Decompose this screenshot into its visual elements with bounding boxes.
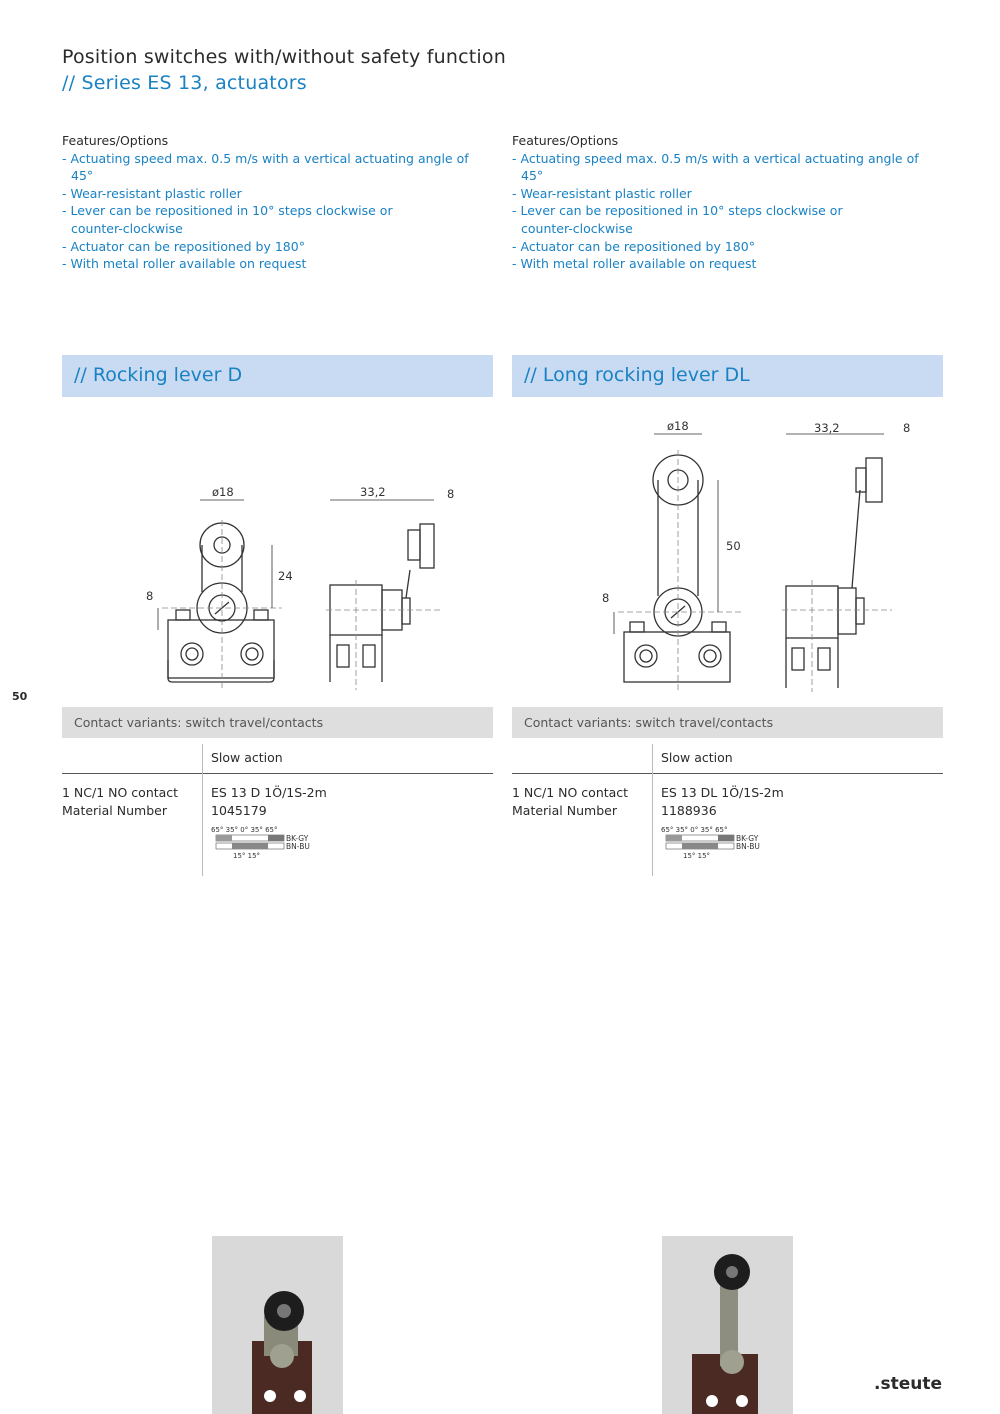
switch-travel-diagram (211, 824, 321, 869)
section-title: // Long rocking lever DL (524, 364, 750, 386)
features-heading: Features/Options (62, 133, 169, 148)
dim-height: 50 (726, 539, 741, 553)
page-subtitle: // Series ES 13, actuators (62, 72, 307, 94)
feature-item: - With metal roller available on request (62, 256, 307, 272)
features-list-left (62, 132, 492, 273)
side-roller-mount (856, 468, 866, 492)
contact-variants-band (512, 707, 943, 738)
side-roller (866, 458, 882, 502)
feature-item: - With metal roller available on request (512, 256, 757, 272)
dim-width: 33,2 (360, 485, 386, 499)
features-list-right (512, 132, 942, 273)
wire-2: BN-BU (736, 842, 760, 851)
feature-item: - Actuating speed max. 0.5 m/s with a vertical actuating angle of 45° (512, 150, 919, 184)
dim-height: 24 (278, 569, 293, 583)
feature-item: - Lever can be repositioned in 10° steps clockwise or counter-clockwise (512, 203, 843, 236)
contact-variants-label: Contact variants: switch travel/contacts (74, 715, 324, 730)
feature-item: - Actuator can be repositioned by 180° (512, 238, 755, 254)
slow-action-header: Slow action (211, 750, 283, 765)
steute-logo: .steute (874, 1374, 942, 1394)
features-heading: Features/Options (512, 133, 619, 148)
feature-item: - Wear-resistant plastic roller (512, 185, 692, 201)
contact-variants-label: Contact variants: switch travel/contacts (524, 715, 774, 730)
angles-top: 65° 35° 0° 35° 65° (211, 826, 278, 834)
slow-action-header: Slow action (661, 750, 733, 765)
mount-hole (635, 645, 657, 667)
row-label-material: Material Number (62, 803, 167, 818)
feature-item: - Actuating speed max. 0.5 m/s with a vertical actuating angle of 45° (62, 150, 469, 184)
dim-roller: 8 (447, 487, 455, 501)
technical-drawing-rocking-lever-d (62, 400, 493, 700)
row-label-material: Material Number (512, 803, 617, 818)
table-rule (512, 773, 943, 774)
section-title: // Rocking lever D (74, 364, 243, 386)
wire-1: BK-GY (286, 834, 309, 843)
dim-diameter: ø18 (667, 419, 689, 433)
product-name: ES 13 D 1Ö/1S-2m (211, 785, 327, 800)
section-band-rocking-lever-d (62, 355, 493, 397)
wire-1: BK-GY (736, 834, 759, 843)
product-photo-rocking-lever-d (212, 1236, 343, 1414)
base-body (168, 620, 274, 678)
table-rule (62, 773, 493, 774)
mount-hole (241, 643, 263, 665)
contact-variants-band (62, 707, 493, 738)
page-number: 50 (12, 690, 28, 703)
section-band-long-rocking-lever-dl (512, 355, 943, 397)
wire-2: BN-BU (286, 842, 310, 851)
angles-bottom: 15° 15° (683, 852, 711, 860)
feature-item: - Actuator can be repositioned by 180° (62, 238, 305, 254)
dim-width: 33,2 (814, 421, 840, 435)
angles-top: 65° 35° 0° 35° 65° (661, 826, 728, 834)
feature-item: - Wear-resistant plastic roller (62, 185, 242, 201)
feature-item: - Lever can be repositioned in 10° steps clockwise or counter-clockwise (62, 203, 393, 236)
product-photo-long-rocking-lever-dl (662, 1236, 793, 1414)
dim-diameter: ø18 (212, 485, 234, 499)
side-roller (420, 524, 434, 568)
dim-base: 8 (602, 591, 610, 605)
row-label-contact: 1 NC/1 NO contact (62, 785, 179, 800)
switch-travel-diagram (661, 824, 771, 869)
dim-base: 8 (146, 589, 154, 603)
row-label-contact: 1 NC/1 NO contact (512, 785, 629, 800)
dim-roller: 8 (903, 421, 911, 435)
table-divider (652, 744, 653, 876)
mount-hole (699, 645, 721, 667)
product-name: ES 13 DL 1Ö/1S-2m (661, 785, 784, 800)
table-divider (202, 744, 203, 876)
material-number: 1188936 (661, 803, 717, 818)
side-roller-mount (408, 530, 420, 560)
mount-hole (181, 643, 203, 665)
technical-drawing-long-rocking-lever-dl (512, 400, 943, 700)
page-title: Position switches with/without safety function (62, 46, 506, 68)
material-number: 1045179 (211, 803, 267, 818)
angles-bottom: 15° 15° (233, 852, 261, 860)
